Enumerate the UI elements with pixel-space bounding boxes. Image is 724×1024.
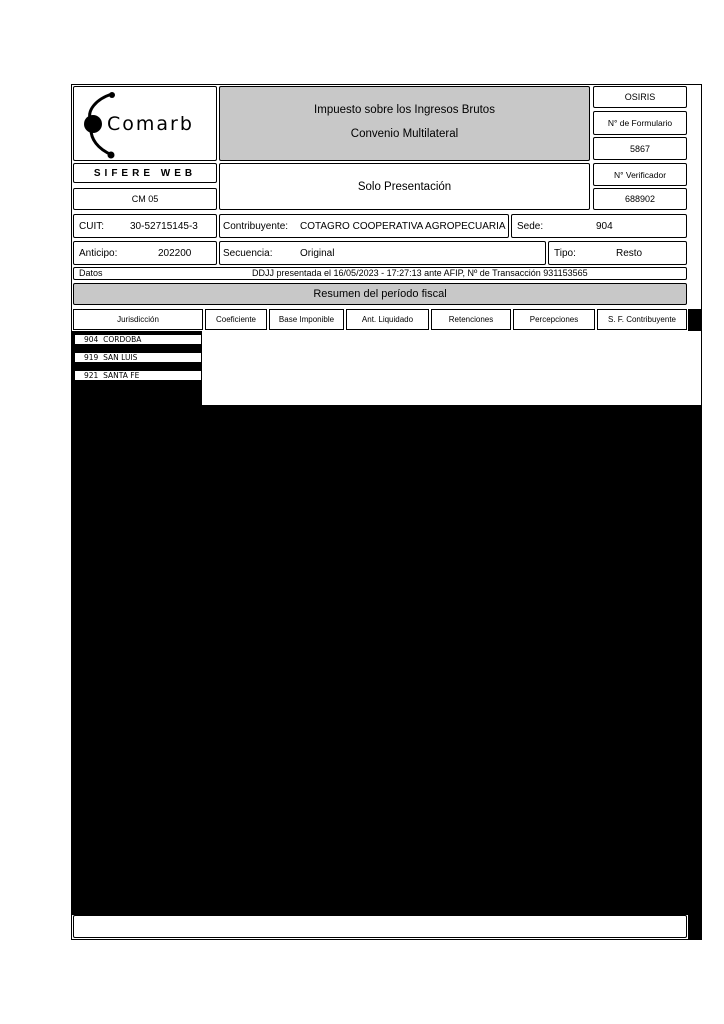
contributor-name: COTAGRO COOPERATIVA AGROPECUARIA (300, 221, 506, 232)
col-sf-contribuyente: S. F. Contribuyente (597, 309, 687, 330)
col-percepciones: Percepciones (513, 309, 595, 330)
jurisdiction-row: 904 CORDOBA (74, 334, 202, 345)
redaction-main (72, 405, 702, 915)
presentation-type: Solo Presentación (219, 163, 590, 210)
secuencia-value: Original (300, 248, 335, 259)
sede-label: Sede: (517, 221, 544, 232)
sifere-web-label: SIFERE WEB (73, 163, 217, 183)
footer-box (73, 915, 687, 938)
tax-subtitle: Convenio Multilateral (350, 128, 459, 140)
brand-name: Comarb (107, 113, 194, 135)
form-number: 5867 (593, 137, 687, 160)
tipo-value: Resto (616, 248, 643, 259)
form-number-label: N° de Formulario (593, 111, 687, 135)
sede-value: 904 (596, 221, 613, 232)
col-ant-liquidado: Ant. Liquidado (346, 309, 429, 330)
redaction-footer-edge (688, 915, 702, 939)
tipo-box (548, 241, 687, 265)
cuit-box (73, 214, 217, 238)
verifier-label: N° Verificador (593, 163, 687, 186)
jurisdiction-row: 921 SANTA FE (74, 370, 202, 381)
cuit-label: CUIT: (79, 221, 104, 232)
contributor-box (219, 214, 509, 238)
col-jurisdiccion: Jurisdicción (73, 309, 203, 330)
anticipo-value: 202200 (158, 248, 192, 259)
secuencia-box (219, 241, 546, 265)
datos-box (73, 267, 687, 280)
contributor-label: Contribuyente: (223, 221, 289, 232)
form-code: CM 05 (73, 188, 217, 210)
anticipo-label: Anticipo: (79, 248, 118, 259)
jurisdiction-row: 919 SAN LUIS (74, 352, 202, 363)
tax-title: Impuesto sobre los Ingresos Brutos (314, 104, 495, 116)
col-base-imponible: Base Imponible (269, 309, 344, 330)
title-box (219, 86, 590, 161)
col-coeficiente: Coeficiente (205, 309, 267, 330)
redaction-header-edge (688, 309, 702, 331)
cuit-value: 30-52715145-3 (130, 221, 198, 232)
sede-box (511, 214, 687, 238)
system-box: OSIRIS (593, 86, 687, 108)
tipo-label: Tipo: (554, 248, 576, 259)
datos-label: Datos (79, 268, 103, 278)
anticipo-box (73, 241, 217, 265)
verifier-number: 688902 (593, 188, 687, 210)
datos-text: DDJJ presentada el 16/05/2023 - 17:27:13 ante AFIP, Nº de Transacción 931153565 (252, 268, 588, 278)
summary-title: Resumen del período fiscal (73, 283, 687, 305)
col-retenciones: Retenciones (431, 309, 511, 330)
logo-box (73, 86, 217, 161)
secuencia-label: Secuencia: (223, 248, 273, 259)
